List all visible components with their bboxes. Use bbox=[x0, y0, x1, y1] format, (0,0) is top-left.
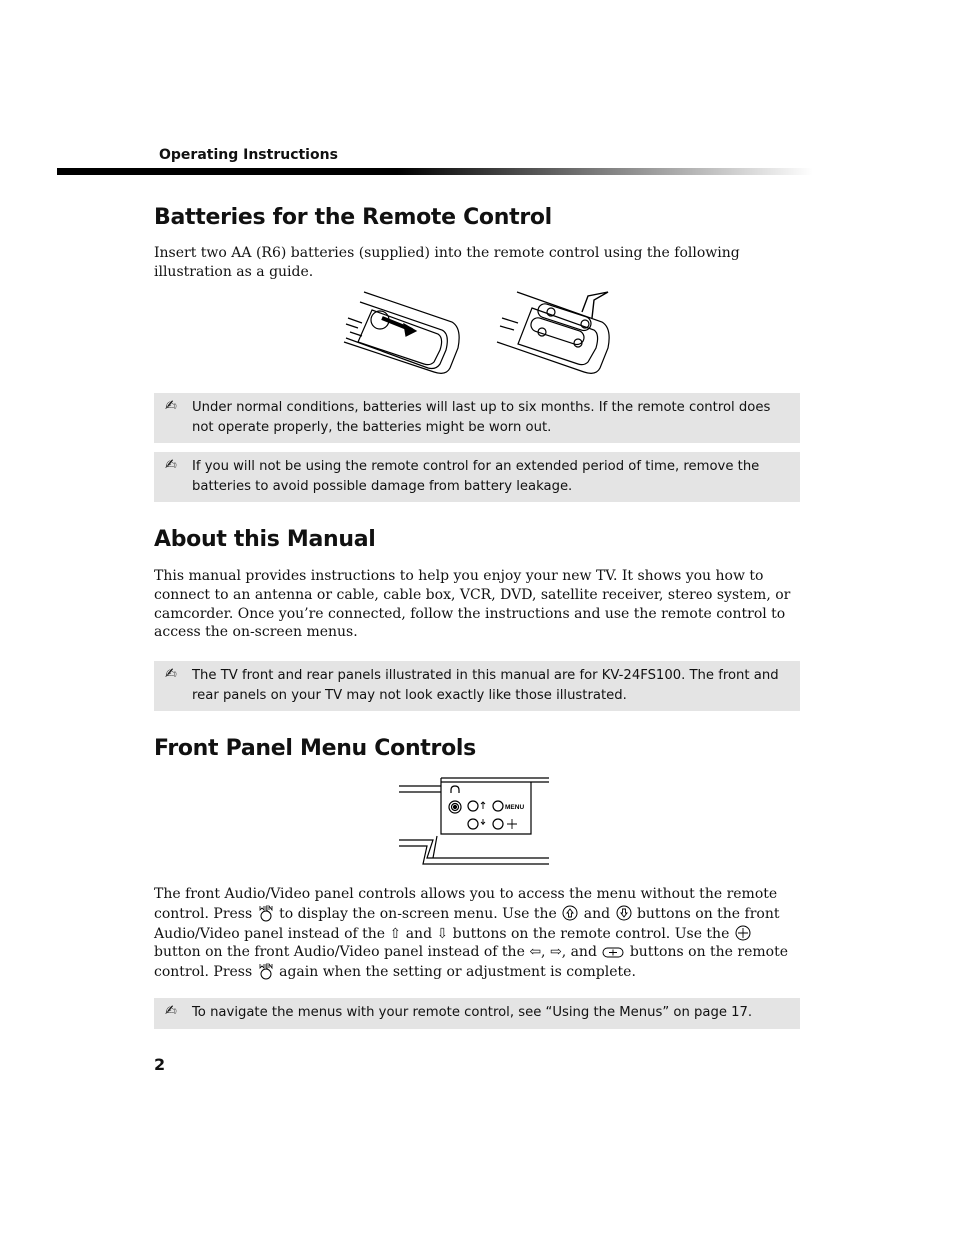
panel-up-button-icon bbox=[561, 904, 579, 922]
menu-button-icon bbox=[257, 904, 275, 922]
panel-menu-label: MENU bbox=[505, 804, 525, 811]
battery-life-note-text: Under normal conditions, batteries will last up to six months. If the remote control does not operate properly, the batteries might be worn out. bbox=[192, 400, 771, 435]
left-arrow-icon: ⇦ bbox=[529, 944, 542, 961]
panel-down-button bbox=[468, 819, 478, 829]
up-arrow-icon: ⇧ bbox=[389, 925, 402, 942]
manual-title: About this Manual bbox=[154, 527, 376, 552]
panel-down-button-icon bbox=[615, 904, 633, 922]
panel-enter-button bbox=[493, 819, 503, 829]
menu-button-icon bbox=[257, 962, 275, 980]
note-pen-icon: ✍ bbox=[165, 666, 177, 682]
batteries-title: Batteries for the Remote Control bbox=[154, 205, 552, 230]
right-arrow-icon: ⇨ bbox=[549, 944, 562, 961]
battery-life-note bbox=[154, 393, 800, 443]
page-number: 2 bbox=[154, 1055, 166, 1074]
note-pen-icon: ✍ bbox=[165, 457, 177, 473]
batteries-body: Insert two AA (R6) batteries (supplied) into the remote control using the following illustration as a guide. bbox=[154, 245, 740, 280]
remote-battery-illustration bbox=[342, 288, 617, 380]
battery-leakage-note-text: If you will not be using the remote control for an extended period of time, remove the batteries to avoid possible damage from battery leakage. bbox=[192, 459, 760, 494]
panel-model-note bbox=[154, 661, 800, 711]
panel-model-note-text: The TV front and rear panels illustrated in this manual are for KV-24FS100. The front and rear panels on your TV may not look exactly like those illustrated. bbox=[192, 668, 779, 703]
remote-back-cover bbox=[344, 292, 459, 373]
front-panel-illustration bbox=[397, 776, 551, 866]
running-header: Operating Instructions bbox=[159, 147, 338, 163]
navigate-menus-note-text: To navigate the menus with your remote control, see “Using the Menus” on page 17. bbox=[192, 1005, 753, 1020]
manual-body: This manual provides instructions to help you enjoy your new TV. It shows you how to connect to an antenna or cable, cable box, VCR, DVD, satellite receiver, stereo system, or camcorder. Once you’re connected, follow the instructions and use the remote control to access the on-screen menus. bbox=[154, 568, 791, 641]
battery-leakage-note bbox=[154, 452, 800, 502]
remote-open-battery bbox=[497, 292, 609, 373]
panel-up-button bbox=[468, 801, 478, 811]
note-pen-icon: ✍ bbox=[165, 1003, 177, 1019]
panel-menu-button bbox=[493, 801, 503, 811]
front-panel-body: The front Audio/Video panel controls allows you to access the menu without the remote control. Press to display the on-screen menu. Use the and buttons on the front Audio/Video panel instead of the ⇧ and ⇩ buttons on the remote control. Use the button on the front Audio/Video panel instead of the ⇦, ⇨, and buttons on the remote control. Press again when the setting or adjustment is complete. bbox=[154, 886, 789, 981]
down-arrow-icon: ⇩ bbox=[436, 925, 449, 942]
header-rule bbox=[57, 168, 813, 175]
panel-enter-button-icon bbox=[734, 924, 752, 942]
navigate-menus-note bbox=[154, 998, 800, 1029]
headphone-icon bbox=[451, 786, 459, 793]
note-pen-icon: ✍ bbox=[165, 398, 177, 414]
remote-enter-button-icon bbox=[601, 944, 625, 960]
front-panel-title: Front Panel Menu Controls bbox=[154, 736, 476, 761]
